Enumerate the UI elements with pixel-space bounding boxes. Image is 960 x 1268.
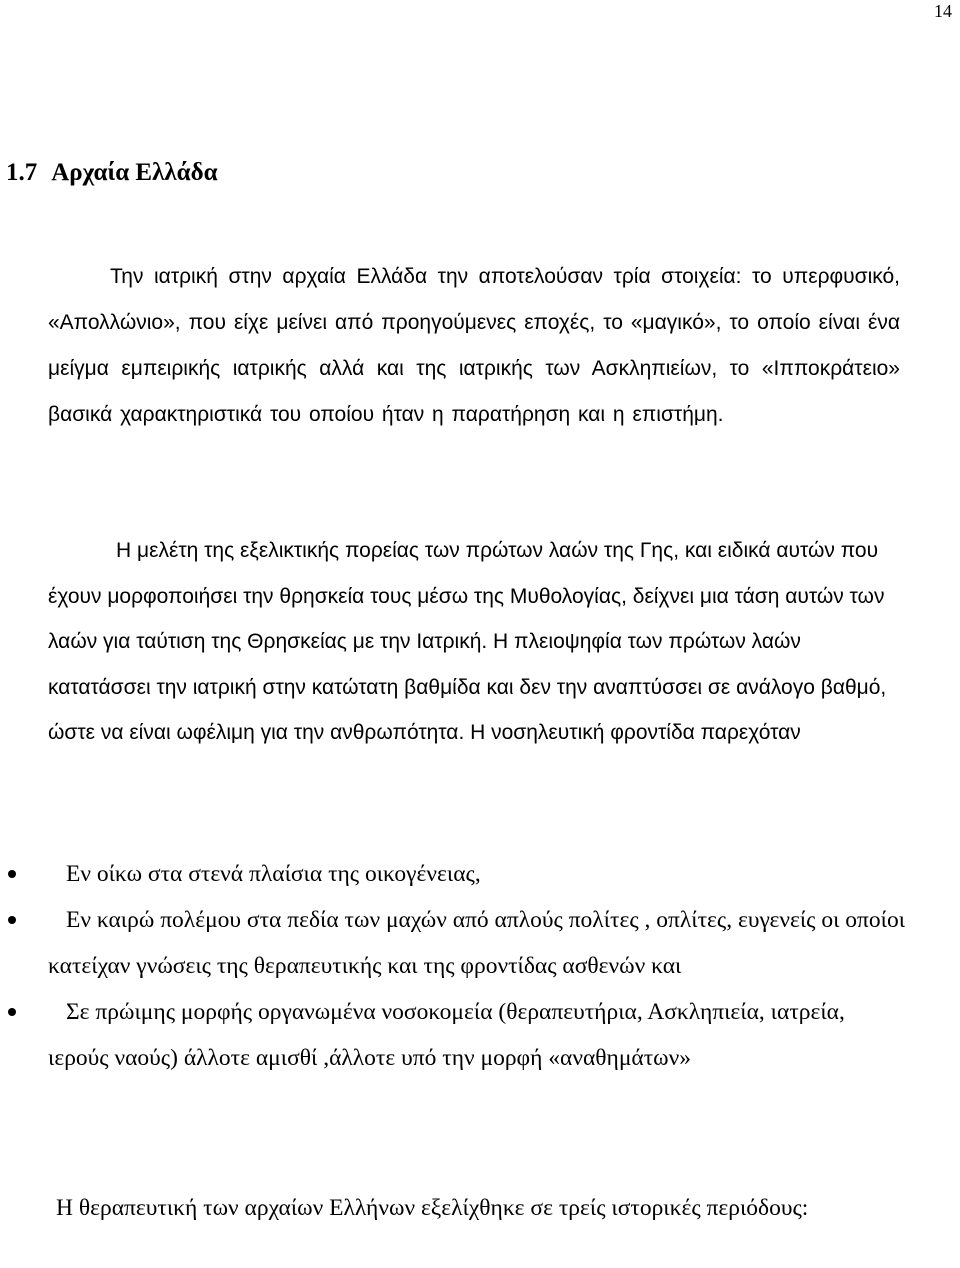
list-item-text: Εν καιρώ πολέμου στα πεδία των μαχών από απλούς πολίτες , οπλίτες, ευγενείς οι οποίοι κατείχαν γνώσεις της θεραπευτικής και της φροντίδας ασθενών και	[48, 907, 906, 979]
list-item	[48, 897, 908, 989]
section-number: 1.7	[6, 159, 38, 186]
page-number: 14	[934, 1, 952, 21]
study-paragraph: Η μελέτη της εξελικτικής πορείας των πρώτων λαών της Γης, και ειδικά αυτών που έχουν μορφοποιήσει την θρησκεία τους μέσω της Μυθολογίας, δείχνει μια τάση αυτών των λαών για ταύτιση της Θρησκείας με την Ιατρική. Η πλειοψηφία των πρώτων λαών κατατάσσει την ιατρική στην κατώτατη βαθμίδα και δεν την αναπτύσσει σε ανάλογο βαθμό, ώστε να είναι ωφέλιμη για την ανθρωπότητα. Η νοσηλευτική φροντίδα παρεχόταν	[48, 539, 887, 744]
bullet-icon	[8, 870, 16, 878]
closing-paragraph: Η θεραπευτική των αρχαίων Ελλήνων εξελίχθηκε σε τρείς ιστορικές περιόδους:	[56, 1195, 809, 1221]
section-title: Αρχαία Ελλάδα	[51, 159, 218, 186]
section-heading	[6, 156, 218, 190]
list-item	[48, 989, 908, 1081]
list-item-text: Εν οίκω στα στενά πλαίσια της οικογένειας,	[66, 861, 481, 887]
bullet-icon	[8, 1008, 16, 1016]
intro-paragraph: Την ιατρική στην αρχαία Ελλάδα την αποτελούσαν τρία στοιχεία: το υπερφυσικό, «Απολλώνιο», που είχε μείνει από προηγούμενες εποχές, το «μαγικό», το οποίο είναι ένα μείγμα εμπειρικής ιατρικής αλλά και της ιατρικής των Ασκληπιείων, το «Ιπποκράτειο» βασικά χαρακτηριστικά του οποίου ήταν η παρατήρηση και η επιστήμη.	[48, 265, 900, 426]
list-item	[48, 851, 908, 897]
bullet-icon	[8, 916, 16, 924]
care-settings-list	[48, 851, 908, 1081]
list-item-text: Σε πρώιμης μορφής οργανωμένα νοσοκομεία (θεραπευτήρια, Ασκληπιεία, ιατρεία, ιερούς ναούς) άλλοτε αμισθί ,άλλοτε υπό την μορφή «αναθημάτων»	[48, 999, 845, 1071]
